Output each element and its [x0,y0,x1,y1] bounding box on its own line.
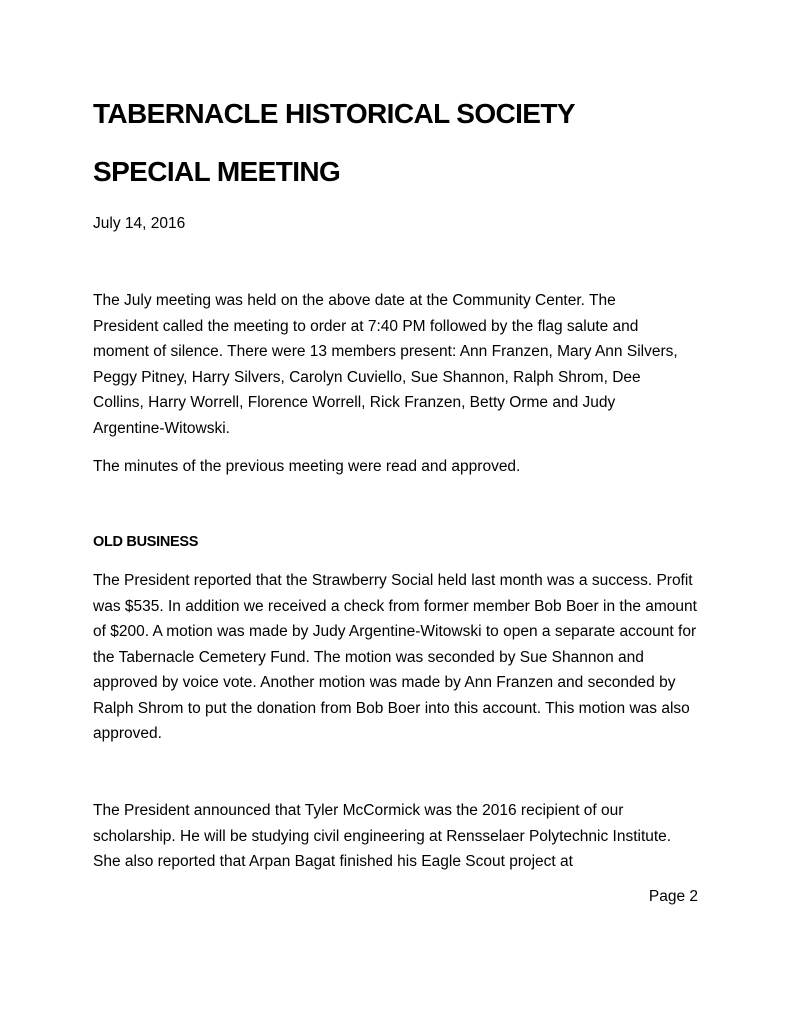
document-subtitle: SPECIAL MEETING [93,156,341,187]
old-business-paragraph: The President reported that the Strawberry Social held last month was a success. Profit was $535. In addition we received a check from former member Bob Boer in the amount of $200. A motion was made by Judy Argentine-Witowski to open a separate account for the Tabernacle Cemetery Fund. The motion was seconded by Sue Shannon and approved by voice vote. Another motion was made by Ann Franzen and seconded by Ralph Shrom to put the donation from Bob Boer into this account. This motion was also approved. [93,572,697,742]
page-number: Page 2 [648,888,698,905]
scholarship-paragraph: The President announced that Tyler McCormick was the 2016 recipient of our scholarship. He will be studying civil engineering at Rensselaer Polytechnic Institute. She also reported that Arpan Bagat finished his Eagle Scout project at [93,802,672,870]
meeting-date: July 14, 2016 [93,215,186,232]
minutes-paragraph: The minutes of the previous meeting were read and approved. [93,458,521,475]
attendance-paragraph: The July meeting was held on the above date at the Community Center. The President called the meeting to order at 7:40 PM followed by the flag salute and moment of silence. There were 13 members present: Ann Franzen, Mary Ann Silvers, Peggy Pitney, Harry Silvers, Carolyn Cuviello, Sue Shannon, Ralph Shrom, Dee Collins, Harry Worrell, Florence Worrell, Rick Franzen, Betty Orme and Judy Argentine-Witowski. [93,292,678,437]
document-title: TABERNACLE HISTORICAL SOCIETY [93,98,575,129]
section-heading-old-business: OLD BUSINESS [93,534,199,550]
